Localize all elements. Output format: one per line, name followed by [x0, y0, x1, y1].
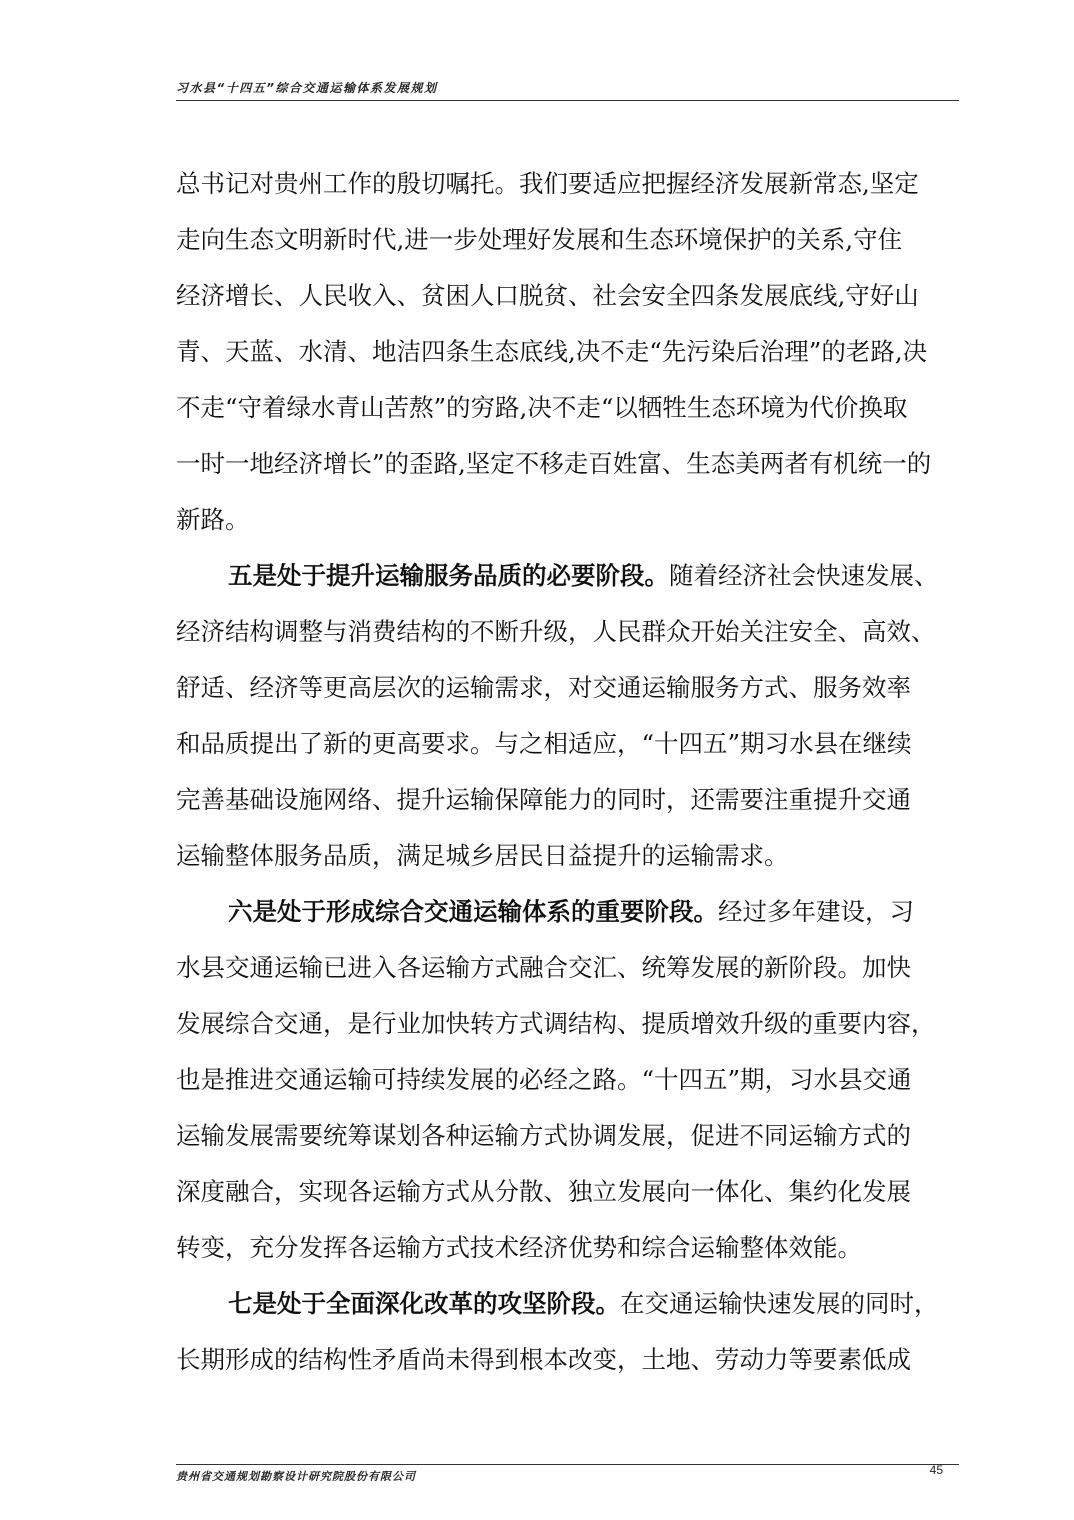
page-number: 45 — [929, 1463, 943, 1477]
line-text: 运输发展需要统筹谋划各种运输方式协调发展，促进不同运输方式的 — [176, 1121, 911, 1150]
body-text — [176, 156, 959, 1388]
line-text: 总书记对贵州工作的殷切嘱托。我们要适应把握经济发展新常态,坚定 — [176, 169, 919, 198]
line-text: 不走“守着绿水青山苦熬”的穷路,决不走“以牺牲生态环境为代价换取 — [176, 393, 908, 422]
text-line — [176, 268, 959, 324]
paragraph-seven-lead: 七是处于全面深化改革的攻坚阶段。 — [228, 1289, 620, 1318]
line-text: 转变，充分发挥各运输方式技术经济优势和综合运输整体效能。 — [176, 1233, 862, 1262]
paragraph-five-lead: 五是处于提升运输服务品质的必要阶段。 — [228, 561, 669, 590]
line-text: 舒适、经济等更高层次的运输需求，对交通运输服务方式、服务效率 — [176, 673, 911, 702]
line-text: 发展综合交通，是行业加快转方式调结构、提质增效升级的重要内容， — [176, 1009, 936, 1038]
paragraph-six-first-line — [176, 884, 959, 940]
text-line — [176, 660, 959, 716]
text-line — [176, 1220, 959, 1276]
text-line — [176, 996, 959, 1052]
line-text: 经过多年建设，习 — [718, 897, 914, 926]
text-line — [176, 380, 959, 436]
paragraph-six-lead: 六是处于形成综合交通运输体系的重要阶段。 — [228, 897, 718, 926]
line-text: 运输整体服务品质，满足城乡居民日益提升的运输需求。 — [176, 841, 789, 870]
line-text: 完善基础设施网络、提升运输保障能力的同时，还需要注重提升交通 — [176, 785, 911, 814]
paragraph-seven-first-line — [176, 1276, 959, 1332]
line-text: 随着经济社会快速发展、 — [669, 561, 939, 590]
line-text: 长期形成的结构性矛盾尚未得到根本改变，土地、劳动力等要素低成 — [176, 1345, 911, 1374]
line-text: 深度融合，实现各运输方式从分散、独立发展向一体化、集约化发展 — [176, 1177, 911, 1206]
page-footer — [176, 1464, 959, 1491]
text-line — [176, 1108, 959, 1164]
paragraph-five-first-line — [176, 548, 959, 604]
line-text: 一时一地经济增长”的歪路,坚定不移走百姓富、生态美两者有机统一的 — [176, 449, 932, 478]
line-text: 经济增长、人民收入、贫困人口脱贫、社会安全四条发展底线,守好山 — [176, 281, 919, 310]
line-text: 经济结构调整与消费结构的不断升级，人民群众开始关注安全、高效、 — [176, 617, 936, 646]
text-line — [176, 716, 959, 772]
header-title: 习水县“十四五”综合交通运输体系发展规划 — [176, 81, 438, 95]
text-line — [176, 1052, 959, 1108]
line-text: 和品质提出了新的更高要求。与之相适应，“十四五”期习水县在继续 — [176, 729, 912, 758]
line-text: 水县交通运输已进入各运输方式融合交汇、统筹发展的新阶段。加快 — [176, 953, 911, 982]
text-line — [176, 492, 959, 548]
footer-organization: 贵州省交通规划勘察设计研究院股份有限公司 — [176, 1470, 416, 1483]
line-text: 走向生态文明新时代,进一步处理好发展和生态环境保护的关系,守住 — [176, 225, 903, 254]
text-line — [176, 1164, 959, 1220]
text-line — [176, 940, 959, 996]
text-line — [176, 156, 959, 212]
text-line — [176, 772, 959, 828]
line-text: 在交通运输快速发展的同时， — [620, 1289, 939, 1318]
page-header — [176, 78, 959, 101]
text-line — [176, 1332, 959, 1388]
text-line — [176, 324, 959, 380]
line-text: 青、天蓝、水清、地洁四条生态底线,决不走“先污染后治理”的老路,决 — [176, 337, 928, 366]
line-text: 也是推进交通运输可持续发展的必经之路。“十四五”期，习水县交通 — [176, 1065, 912, 1094]
text-line — [176, 212, 959, 268]
line-text: 新路。 — [176, 505, 250, 534]
text-line — [176, 828, 959, 884]
text-line — [176, 604, 959, 660]
text-line — [176, 436, 959, 492]
